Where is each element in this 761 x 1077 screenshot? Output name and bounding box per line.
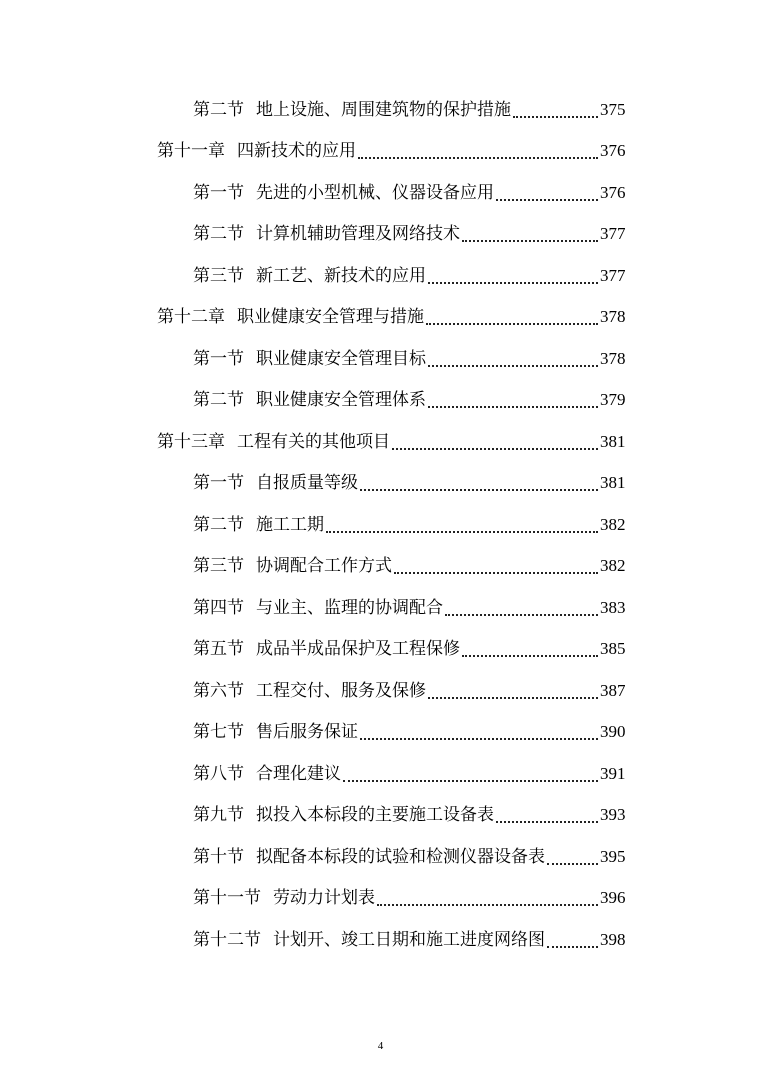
toc-entry-title: 协调配合工作方式 xyxy=(256,556,392,577)
toc-page-number: 387 xyxy=(600,680,626,700)
dot-leader xyxy=(428,677,598,699)
toc-page-number: 382 xyxy=(600,514,626,534)
toc-entry-number: 第十三章 xyxy=(157,431,225,452)
toc-entry-number: 第三节 xyxy=(193,265,244,286)
toc-entry-title: 计算机辅助管理及网络技术 xyxy=(256,224,460,245)
toc-page-number: 383 xyxy=(600,597,626,617)
toc-entry-title: 成品半成品保护及工程保修 xyxy=(256,639,460,660)
toc-page-number: 381 xyxy=(600,473,626,493)
toc-section-entry[interactable] xyxy=(0,919,638,961)
toc-page-number: 395 xyxy=(600,846,626,866)
dot-leader xyxy=(392,428,598,450)
toc-entry-number: 第三节 xyxy=(193,556,244,577)
toc-entry-number: 第二节 xyxy=(193,99,244,120)
toc-section-entry[interactable] xyxy=(0,504,638,546)
page-number-footer: 4 xyxy=(377,1040,384,1052)
toc-page-number: 377 xyxy=(600,224,626,244)
toc-entry-number: 第二节 xyxy=(193,224,244,245)
toc-page-number: 376 xyxy=(600,182,626,202)
dot-leader xyxy=(358,137,598,159)
toc-page-number: 385 xyxy=(600,639,626,659)
dot-leader xyxy=(496,801,598,823)
dot-leader xyxy=(394,552,598,574)
toc-page-number: 378 xyxy=(600,307,626,327)
toc-page-number: 377 xyxy=(600,265,626,285)
toc-list xyxy=(0,89,638,961)
dot-leader xyxy=(326,511,598,533)
toc-entry-title: 新工艺、新技术的应用 xyxy=(256,265,426,286)
toc-entry-title: 工程交付、服务及保修 xyxy=(256,680,426,701)
dot-leader xyxy=(547,843,598,865)
toc-entry-title: 与业主、监理的协调配合 xyxy=(256,597,443,618)
toc-section-entry[interactable] xyxy=(0,587,638,629)
toc-section-entry[interactable] xyxy=(0,712,638,754)
toc-chapter-entry[interactable] xyxy=(0,421,638,463)
toc-entry-title: 先进的小型机械、仪器设备应用 xyxy=(256,182,494,203)
toc-entry-number: 第一节 xyxy=(193,473,244,494)
toc-section-entry[interactable] xyxy=(0,753,638,795)
dot-leader xyxy=(343,760,598,782)
dot-leader xyxy=(547,926,598,948)
toc-entry-title: 售后服务保证 xyxy=(256,722,358,743)
dot-leader xyxy=(428,345,598,367)
dot-leader xyxy=(360,469,598,491)
toc-page-number: 381 xyxy=(600,431,626,451)
dot-leader xyxy=(513,96,598,118)
toc-section-entry[interactable] xyxy=(0,89,638,131)
toc-page-number: 398 xyxy=(600,929,626,949)
dot-leader xyxy=(428,386,598,408)
toc-page-number: 393 xyxy=(600,805,626,825)
toc-entry-number: 第十二节 xyxy=(193,929,261,950)
toc-section-entry[interactable] xyxy=(0,338,638,380)
dot-leader xyxy=(496,179,598,201)
toc-entry-number: 第一节 xyxy=(193,182,244,203)
toc-page-number: 390 xyxy=(600,722,626,742)
toc-page-number: 396 xyxy=(600,888,626,908)
dot-leader xyxy=(377,884,598,906)
toc-entry-title: 工程有关的其他项目 xyxy=(237,431,390,452)
toc-entry-title: 自报质量等级 xyxy=(256,473,358,494)
toc-entry-title: 职业健康安全管理目标 xyxy=(256,348,426,369)
toc-entry-number: 第十二章 xyxy=(157,307,225,328)
toc-entry-title: 拟配备本标段的试验和检测仪器设备表 xyxy=(256,846,545,867)
toc-entry-number: 第一节 xyxy=(193,348,244,369)
toc-page-number: 378 xyxy=(600,348,626,368)
toc-section-entry[interactable] xyxy=(0,836,638,878)
toc-page-number: 382 xyxy=(600,556,626,576)
toc-entry-title: 拟投入本标段的主要施工设备表 xyxy=(256,805,494,826)
toc-section-entry[interactable] xyxy=(0,878,638,920)
toc-entry-number: 第四节 xyxy=(193,597,244,618)
toc-section-entry[interactable] xyxy=(0,172,638,214)
toc-entry-number: 第十一节 xyxy=(193,888,261,909)
dot-leader xyxy=(360,718,598,740)
dot-leader xyxy=(428,262,598,284)
toc-entry-title: 职业健康安全管理体系 xyxy=(256,390,426,411)
toc-page-number: 375 xyxy=(600,99,626,119)
toc-entry-number: 第二节 xyxy=(193,514,244,535)
toc-section-entry[interactable] xyxy=(0,629,638,671)
toc-page-number: 379 xyxy=(600,390,626,410)
toc-section-entry[interactable] xyxy=(0,214,638,256)
toc-page-number: 376 xyxy=(600,141,626,161)
toc-section-entry[interactable] xyxy=(0,380,638,422)
toc-entry-number: 第六节 xyxy=(193,680,244,701)
toc-entry-title: 地上设施、周围建筑物的保护措施 xyxy=(256,99,511,120)
toc-entry-number: 第二节 xyxy=(193,390,244,411)
toc-entry-title: 合理化建议 xyxy=(256,763,341,784)
toc-entry-title: 计划开、竣工日期和施工进度网络图 xyxy=(273,929,545,950)
toc-entry-number: 第九节 xyxy=(193,805,244,826)
toc-entry-number: 第十节 xyxy=(193,846,244,867)
dot-leader xyxy=(426,303,598,325)
toc-entry-number: 第五节 xyxy=(193,639,244,660)
toc-entry-title: 四新技术的应用 xyxy=(237,141,356,162)
toc-entry-number: 第十一章 xyxy=(157,141,225,162)
toc-entry-title: 施工工期 xyxy=(256,514,324,535)
toc-entry-number: 第七节 xyxy=(193,722,244,743)
toc-section-entry[interactable] xyxy=(0,546,638,588)
toc-section-entry[interactable] xyxy=(0,255,638,297)
toc-entry-number: 第八节 xyxy=(193,763,244,784)
toc-chapter-entry[interactable] xyxy=(0,297,638,339)
toc-section-entry[interactable] xyxy=(0,670,638,712)
toc-section-entry[interactable] xyxy=(0,795,638,837)
toc-entry-title: 劳动力计划表 xyxy=(273,888,375,909)
toc-chapter-entry[interactable] xyxy=(0,131,638,173)
dot-leader xyxy=(462,635,598,657)
dot-leader xyxy=(462,220,598,242)
dot-leader xyxy=(445,594,598,616)
toc-entry-title: 职业健康安全管理与措施 xyxy=(237,307,424,328)
toc-page-number: 391 xyxy=(600,763,626,783)
toc-section-entry[interactable] xyxy=(0,463,638,505)
